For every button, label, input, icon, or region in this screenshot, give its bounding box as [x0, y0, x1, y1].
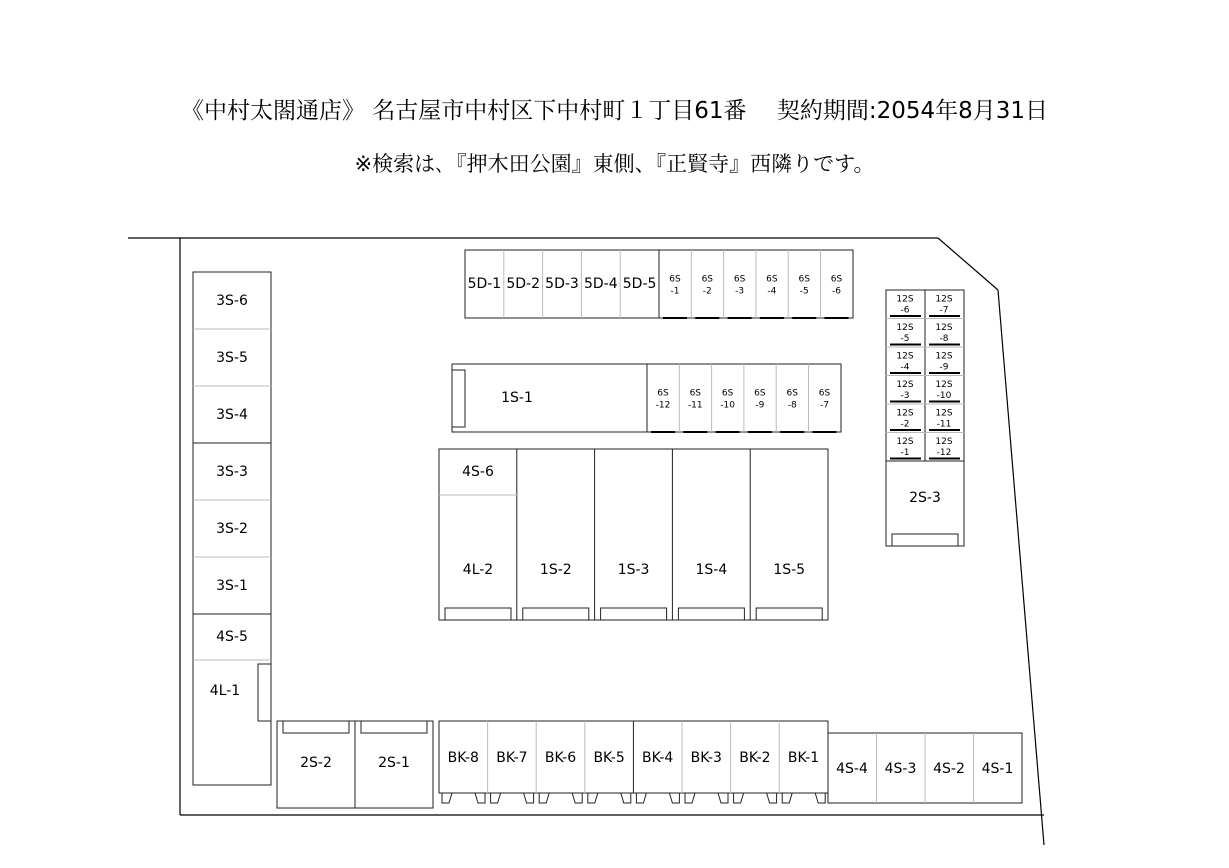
unit-label: 4L-1	[209, 683, 241, 699]
unit-label: -9	[755, 400, 765, 411]
unit-label: -3	[900, 391, 910, 401]
unit-label: 1S-3	[617, 562, 650, 578]
unit-label: 12S	[935, 437, 953, 447]
unit-label: 12S	[896, 437, 914, 447]
unit-label: -6	[900, 305, 910, 316]
unit-label: -11	[687, 400, 703, 411]
unit-label: 6S	[669, 274, 681, 285]
unit-label: 12S	[935, 380, 953, 390]
unit-label: 5D-5	[622, 276, 657, 292]
unit-label: 1S-5	[773, 562, 806, 578]
unit-label: -2	[702, 286, 712, 297]
unit-label: 12S	[896, 380, 914, 390]
unit-label: 5D-3	[545, 276, 579, 292]
unit-label: 2S-3	[909, 490, 941, 506]
unit-label: 12S	[935, 294, 953, 305]
unit-label: 1S-1	[501, 390, 533, 406]
unit-label: 6S	[689, 388, 702, 399]
unit-label: 3S-1	[216, 578, 248, 594]
bottom-4s-units	[828, 733, 1022, 803]
unit-label: 6S	[754, 388, 766, 399]
unit-label: BK-8	[447, 750, 479, 766]
unit-label: 6S	[786, 388, 798, 399]
unit-label: BK-1	[787, 750, 820, 766]
unit-label: 3S-6	[216, 293, 248, 309]
unit-label: -7	[820, 400, 829, 411]
unit-label: 6S	[721, 388, 734, 399]
unit-label: BK-5	[593, 750, 625, 766]
unit-label: 5D-4	[583, 276, 618, 292]
page-title: 《中村太閤通店》 名古屋市中村区下中村町１丁目61番 契約期間:2054年8月31日	[180, 98, 1049, 124]
unit-label: -8	[939, 334, 949, 344]
unit-label: BK-4	[642, 750, 674, 766]
unit-label: 4S-2	[933, 761, 965, 777]
unit-label: -3	[735, 286, 745, 297]
right-12s-units	[886, 290, 964, 546]
unit-label: -6	[832, 286, 841, 297]
unit-label: 12S	[896, 323, 914, 333]
left-column-units	[193, 272, 271, 785]
unit-label: -10	[720, 400, 735, 411]
unit-label: 4S-3	[884, 761, 917, 777]
unit-label: -8	[787, 400, 797, 411]
top-row-units	[465, 250, 853, 318]
location-note: ※検索は､『押木田公園』東側、『正賢寺』西隣りです。	[354, 152, 875, 176]
unit-label: 2S-2	[300, 755, 332, 771]
bottom-2s-units	[277, 721, 433, 808]
unit-label: 12S	[935, 351, 953, 362]
unit-label: -12	[655, 400, 671, 411]
unit-label: BK-6	[544, 750, 577, 766]
middle-row-units	[452, 364, 841, 432]
unit-label: -10	[936, 391, 952, 401]
unit-label: 12S	[896, 408, 914, 419]
unit-label: 1S-2	[539, 562, 572, 578]
unit-label: -12	[936, 448, 952, 458]
unit-label: 6S	[701, 274, 714, 285]
unit-label: -1	[900, 448, 910, 458]
unit-label: 3S-5	[216, 350, 248, 366]
unit-label: 1S-4	[695, 562, 728, 578]
unit-label: 6S	[798, 274, 810, 285]
large-row-units	[439, 449, 828, 620]
unit-label: 6S	[733, 274, 746, 285]
unit-label: 4S-1	[981, 761, 1014, 777]
unit-label: 4L-2	[462, 562, 494, 578]
unit-label: 5D-1	[467, 276, 502, 292]
unit-label: 6S	[818, 388, 831, 399]
unit-label: BK-2	[739, 750, 771, 766]
unit-label: -5	[799, 286, 809, 297]
unit-label: 12S	[935, 408, 953, 419]
unit-label: -4	[900, 362, 910, 373]
unit-label: 3S-3	[216, 464, 248, 480]
unit-label: -9	[939, 362, 949, 373]
unit-label: 6S	[830, 274, 843, 285]
unit-label: -7	[939, 305, 949, 316]
unit-label: 3S-4	[216, 407, 248, 423]
unit-label: 4S-6	[462, 464, 494, 480]
unit-label: 3S-2	[216, 521, 248, 537]
unit-label: 6S	[766, 274, 778, 285]
bottom-bk-units	[439, 721, 828, 803]
unit-label: 12S	[896, 294, 914, 305]
unit-label: 4S-4	[836, 761, 868, 777]
unit-label: 5D-2	[506, 276, 541, 292]
unit-label: BK-3	[690, 750, 722, 766]
unit-label: -5	[900, 334, 910, 344]
unit-label: -1	[670, 286, 680, 297]
unit-label: BK-7	[496, 750, 528, 766]
unit-label: -4	[767, 286, 777, 297]
unit-label: 6S	[657, 388, 669, 399]
unit-label: 2S-1	[378, 755, 410, 771]
unit-label: 12S	[935, 323, 953, 333]
unit-label: -2	[900, 419, 910, 430]
unit-label: 12S	[896, 351, 914, 362]
unit-label: -11	[936, 419, 952, 430]
unit-label: 4S-5	[216, 629, 248, 645]
